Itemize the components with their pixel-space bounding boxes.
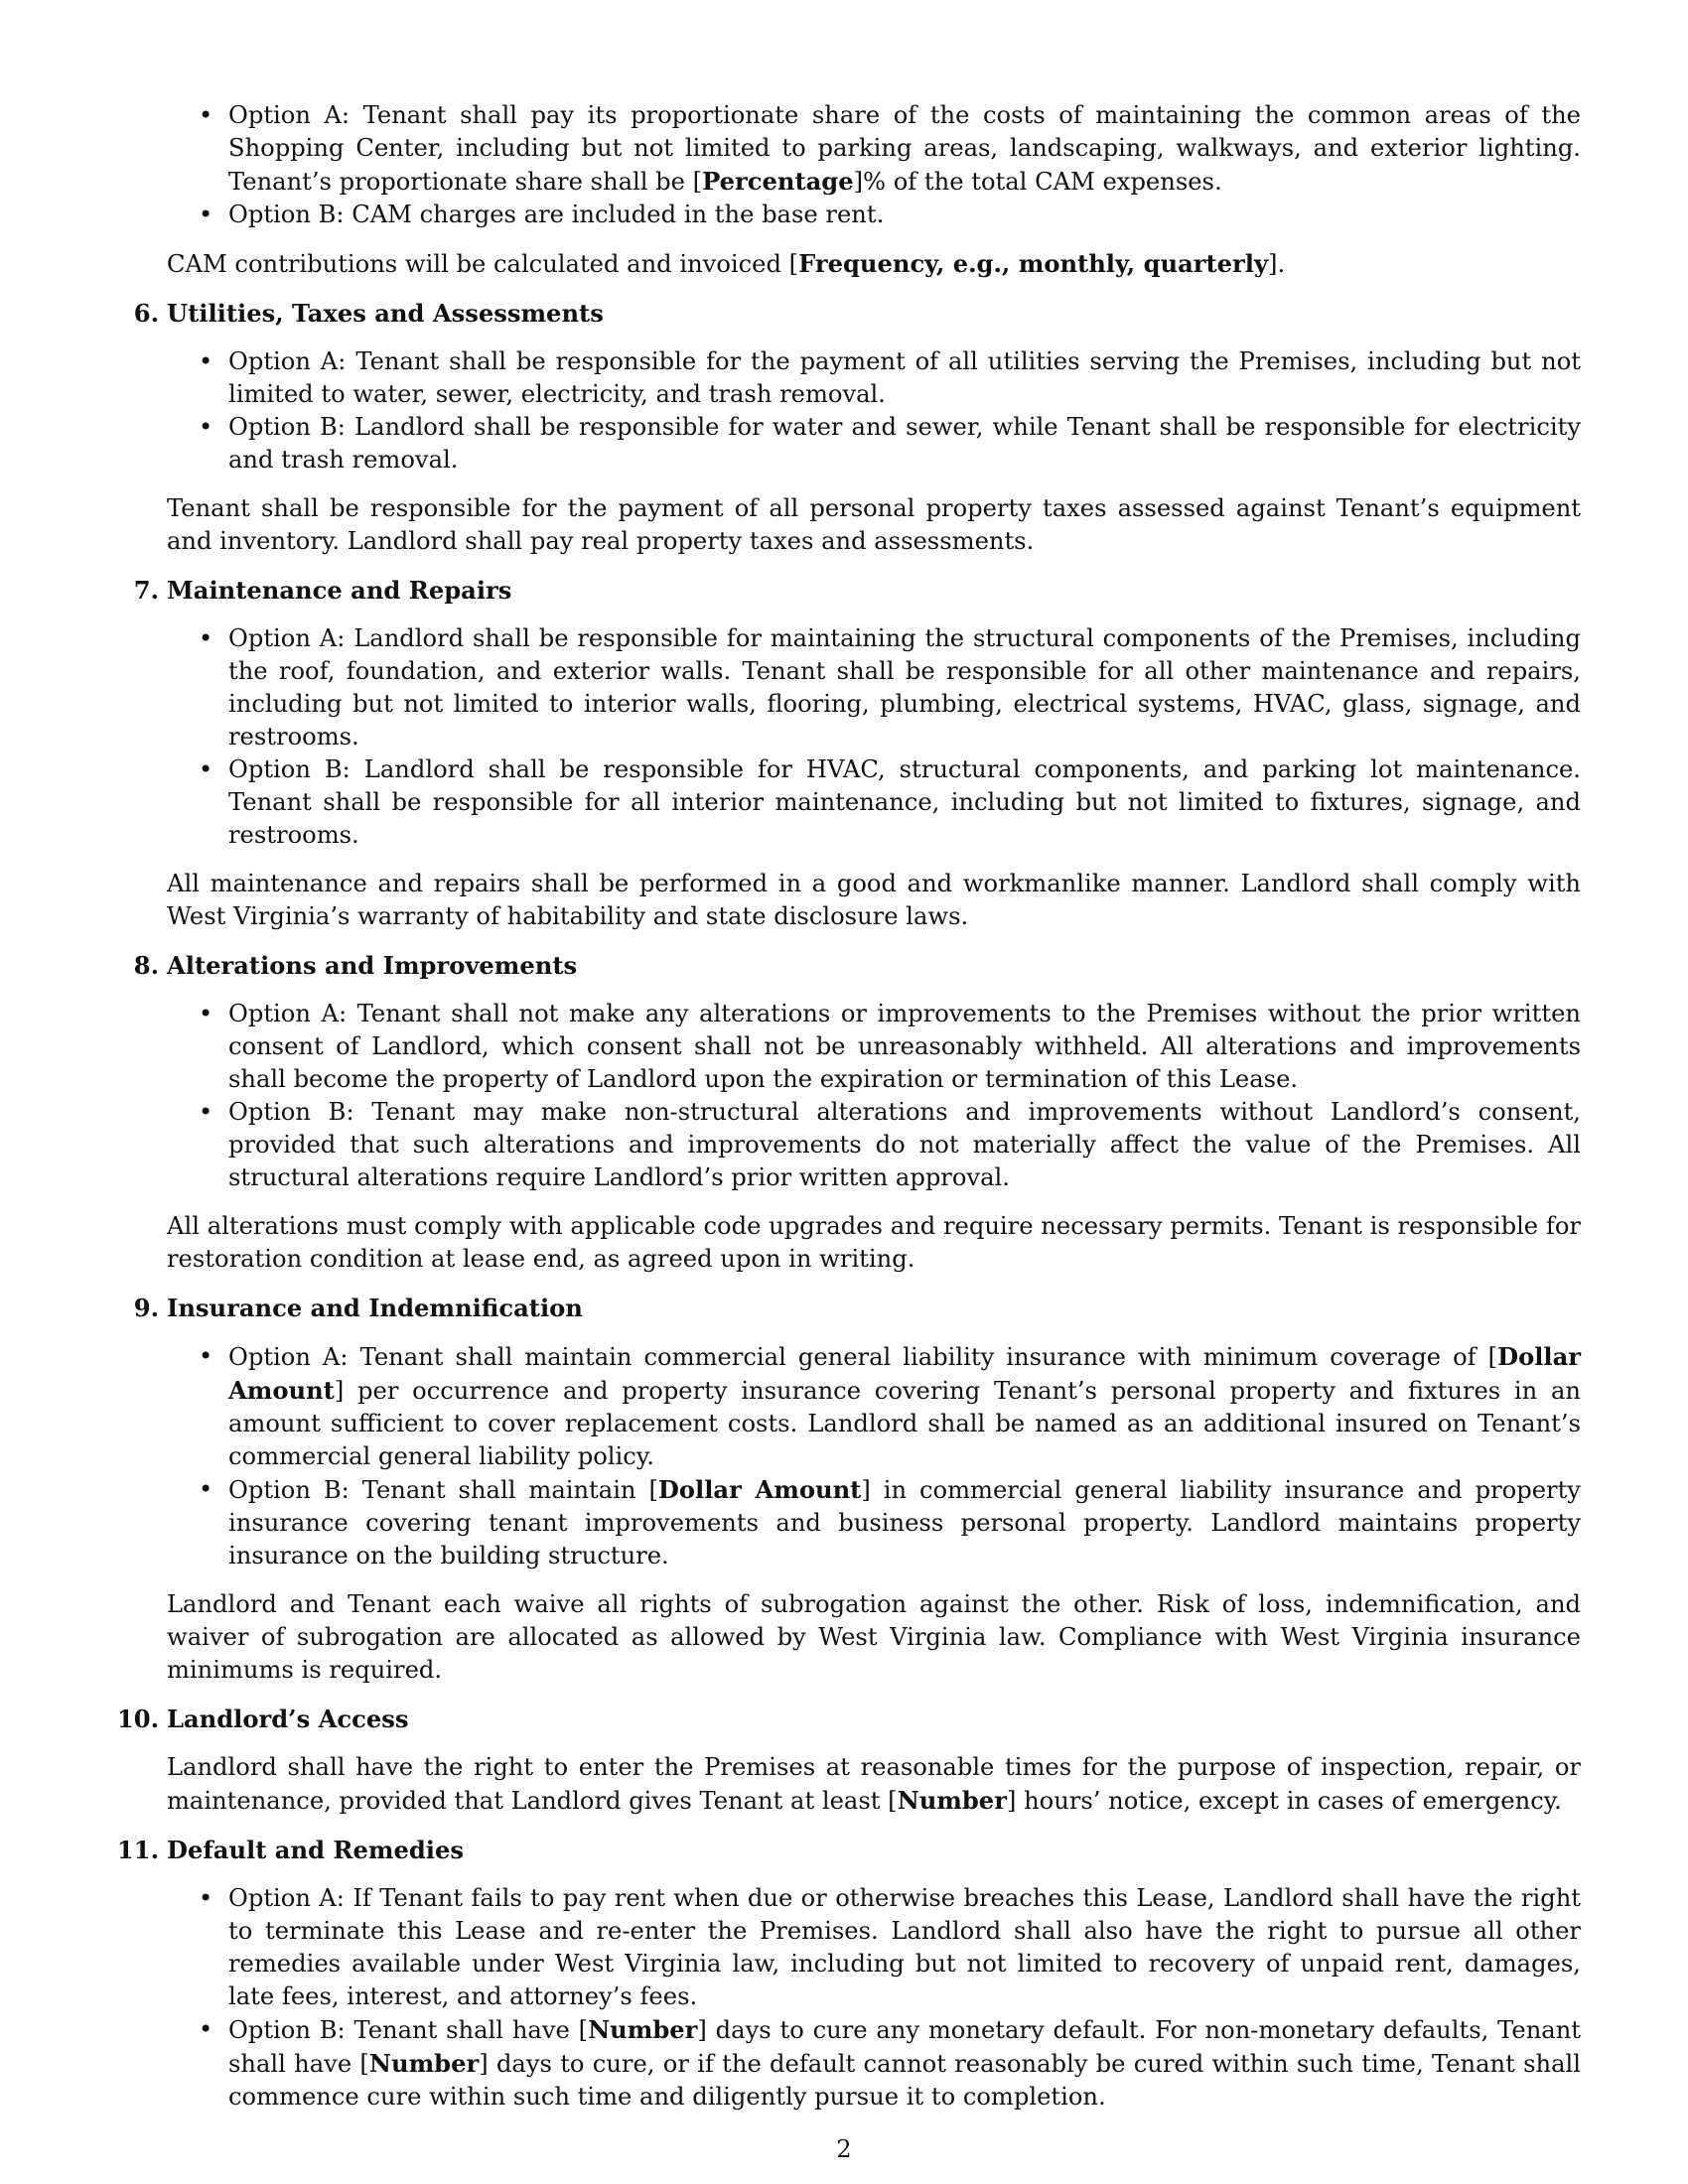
section-title: Default and Remedies <box>167 1836 464 1864</box>
option-item: • Option B: Tenant shall maintain [Dollar Amount] in commercial general liability insurance and property insurance covering tenant improvements and business personal property. Landlord maintains property insurance on the building structure. <box>167 1473 1581 1572</box>
section-note: Landlord and Tenant each waive all rights of subrogation against the other. Risk of loss, indemnification, and waiver of subrogation are allocated as allowed by West Virginia law. Compliance with West Virginia insurance minimums is required. <box>167 1590 1581 1684</box>
section-note: Tenant shall be responsible for the payment of all personal property taxes assessed against Tenant’s equipment and inventory. Landlord shall pay real property taxes and assessments. <box>167 494 1581 555</box>
section-options <box>167 1882 1581 2114</box>
section-heading <box>133 297 1581 330</box>
option-item: • Option A: Landlord shall be responsible for maintaining the structural components of the Premises, including the roof, foundation, and exterior walls. Tenant shall be responsible for all other maintenance and repairs, including but not limited to interior walls, flooring, plumbing, electrical systems, HVAC, glass, signage, and restrooms. <box>167 622 1581 753</box>
section-title: Landlord’s Access <box>167 1705 409 1733</box>
section-title: Alterations and Improvements <box>167 951 578 980</box>
section-insurance <box>133 1292 1581 1687</box>
section-heading <box>116 1834 1581 1866</box>
section-title: Utilities, Taxes and Assessments <box>167 299 604 328</box>
option-item: • Option A: Tenant shall not make any alterations or improvements to the Premises without the prior written consent of Landlord, which consent shall not be unreasonably withheld. All alterations and improvements shall become the property of Landlord upon the expiration or termination of this Lease. <box>167 998 1581 1096</box>
option-item: • Option A: Tenant shall pay its proportionate share of the costs of maintaining the common areas of the Shopping Center, including but not limited to parking areas, landscaping, walkways, and exterior lighting. Tenant’s proportionate share shall be [Percentage]% of the total CAM expenses. <box>167 99 1581 199</box>
section-options <box>167 1340 1581 1572</box>
section-landlord-access <box>116 1703 1581 1818</box>
option-item: • Option B: Tenant may make non-structural alterations and improvements without Landlord’s consent, provided that such alterations and improvements do not materially affect the value of the Premises. All structural alterations require Landlord’s prior written approval. <box>167 1096 1581 1194</box>
cam-note: CAM contributions will be calculated and invoiced [Frequency, e.g., monthly, quarterly]. <box>167 249 1286 278</box>
lease-content <box>116 99 1581 2114</box>
section-heading <box>133 949 1581 982</box>
section-number: 8. <box>133 951 159 980</box>
section-number: 11. <box>116 1836 159 1864</box>
option-item: • Option A: Tenant shall be responsible for the payment of all utilities serving the Premises, including but not limited to water, sewer, electricity, and trash removal. <box>167 345 1581 411</box>
section-note: All maintenance and repairs shall be performed in a good and workmanlike manner. Landlord shall comply with West Virginia’s warranty of habitability and state disclosure laws. <box>167 870 1581 930</box>
section-note: Landlord shall have the right to enter the Premises at reasonable times for the purpose of inspection, repair, or maintenance, provided that Landlord gives Tenant at least [Number] hours’ notice, except in cases of emergency. <box>167 1753 1581 1815</box>
section-number: 6. <box>133 299 159 328</box>
section-note: All alterations must comply with applicable code upgrades and require necessary permits. Tenant is responsible for restoration condition at lease end, as agreed upon in writing. <box>167 1212 1581 1273</box>
section-number: 7. <box>133 576 159 605</box>
section-options <box>167 998 1581 1194</box>
option-item: • Option B: Landlord shall be responsible for water and sewer, while Tenant shall be responsible for electricity and trash removal. <box>167 411 1581 477</box>
section-alterations <box>133 949 1581 1276</box>
section-number: 10. <box>116 1705 159 1733</box>
option-item: • Option B: Tenant shall have [Number] days to cure any monetary default. For non-monetary defaults, Tenant shall have [Number] days to cure, or if the default cannot reasonably be cured within such time, Tenant shall commence cure within such time and diligently pursue it to completion. <box>167 2013 1581 2114</box>
option-item: • Option A: Tenant shall maintain commercial general liability insurance with minimum coverage of [Dollar Amount] per occurrence and property insurance covering Tenant’s personal property and fixtures in an amount sufficient to cover replacement costs. Landlord shall be named as an additional insured on Tenant’s commercial general liability policy. <box>167 1340 1581 1473</box>
section-heading <box>133 574 1581 607</box>
cam-options <box>167 99 1581 231</box>
option-item: • Option B: Landlord shall be responsible for HVAC, structural components, and parking lot maintenance. Tenant shall be responsible for all interior maintenance, including but not limited to fixtures, signage, and restrooms. <box>167 753 1581 852</box>
section-default-remedies <box>116 1834 1581 2114</box>
section-maintenance <box>133 574 1581 933</box>
option-item: • Option B: CAM charges are included in the base rent. <box>167 199 1581 231</box>
section-number: 9. <box>133 1294 159 1322</box>
section-heading <box>133 1292 1581 1324</box>
section-utilities <box>133 297 1581 558</box>
option-item: • Option A: If Tenant fails to pay rent when due or otherwise breaches this Lease, Landlord shall have the right to terminate this Lease and re-enter the Premises. Landlord shall also have the right to pursue all other remedies available under West Virginia law, including but not limited to recovery of unpaid rent, damages, late fees, interest, and attorney’s fees. <box>167 1882 1581 2013</box>
section-heading <box>116 1703 1581 1735</box>
section-options <box>167 622 1581 852</box>
section-options <box>167 345 1581 477</box>
section-title: Insurance and Indemnification <box>167 1294 583 1322</box>
page-number: 2 <box>836 2135 852 2163</box>
cam-continuation <box>167 99 1581 281</box>
section-title: Maintenance and Repairs <box>167 576 512 605</box>
